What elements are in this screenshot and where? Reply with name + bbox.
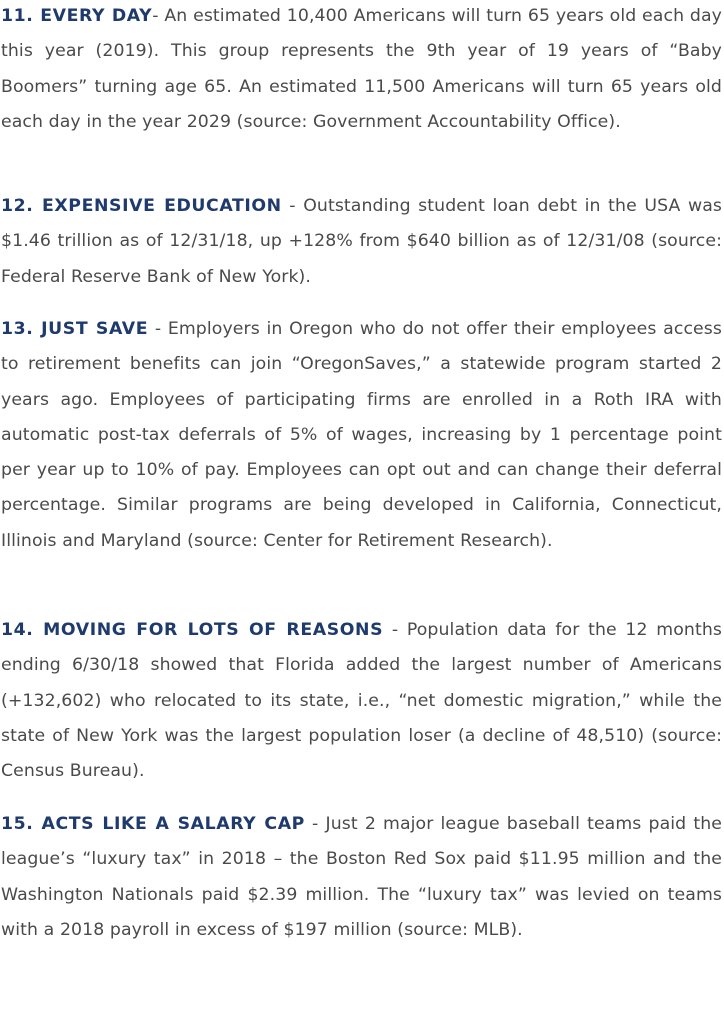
item-body: Outstanding student loan debt in the USA was $1.46 trillion as of 12/31/18, up +128% from $640 billion as of 12/31/08 (source: Federal Reserve Bank of New York). <box>1 196 722 287</box>
list-item-expensive-education <box>1 189 722 295</box>
list-item-just-save <box>1 312 722 559</box>
item-body: Employers in Oregon who do not offer their employees access to retirement benefits can join “OregonSaves,” a statewide program started 2 years ago. Employees of participating firms are enrolled in a Roth IRA with automatic post-tax deferrals of 5% of wages, increasing by 1 percentage point per year up to 10% of pay. Employees can opt out and can change their deferral percentage. Similar programs are being developed in California, Connecticut, Illinois and Maryland (source: Center for Retirement Research). <box>1 319 722 551</box>
item-separator: - <box>383 620 407 640</box>
item-separator: - <box>148 319 168 339</box>
item-heading: 14. MOVING FOR LOTS OF REASONS <box>1 620 384 640</box>
item-separator: - <box>304 814 326 834</box>
item-heading: 12. EXPENSIVE EDUCATION <box>1 196 282 216</box>
item-heading: 15. ACTS LIKE A SALARY CAP <box>1 814 305 834</box>
item-heading: 13. JUST SAVE <box>1 319 149 339</box>
item-body: Population data for the 12 months ending 6/30/18 showed that Florida added the largest number of Americans (+132,602) who relocated to its state, i.e., “net domestic migration,” while the state of New York was the largest population loser (a decline of 48,510) (source: Census Bureau). <box>1 620 722 782</box>
list-item-moving <box>1 613 722 789</box>
item-separator: - <box>281 196 304 216</box>
list-item-every-day <box>1 0 722 140</box>
item-separator: - <box>152 6 165 26</box>
list-item-salary-cap <box>1 807 722 948</box>
item-body: An estimated 10,400 Americans will turn 65 years old each day this year (2019). This group represents the 9th year of 19 years of “Baby Boomers” turning age 65. An estimated 11,500 Americans will turn 65 years old each day in the year 2029 (source: Government Accountability Office). <box>1 6 722 132</box>
item-body: Just 2 major league baseball teams paid the league’s “luxury tax” in 2018 – the Boston Red Sox paid $11.95 million and the Washington Nationals paid $2.39 million. The “luxury tax” was levied on teams with a 2018 payroll in excess of $197 million (source: MLB). <box>1 814 722 940</box>
item-heading: 11. EVERY DAY <box>1 6 153 26</box>
